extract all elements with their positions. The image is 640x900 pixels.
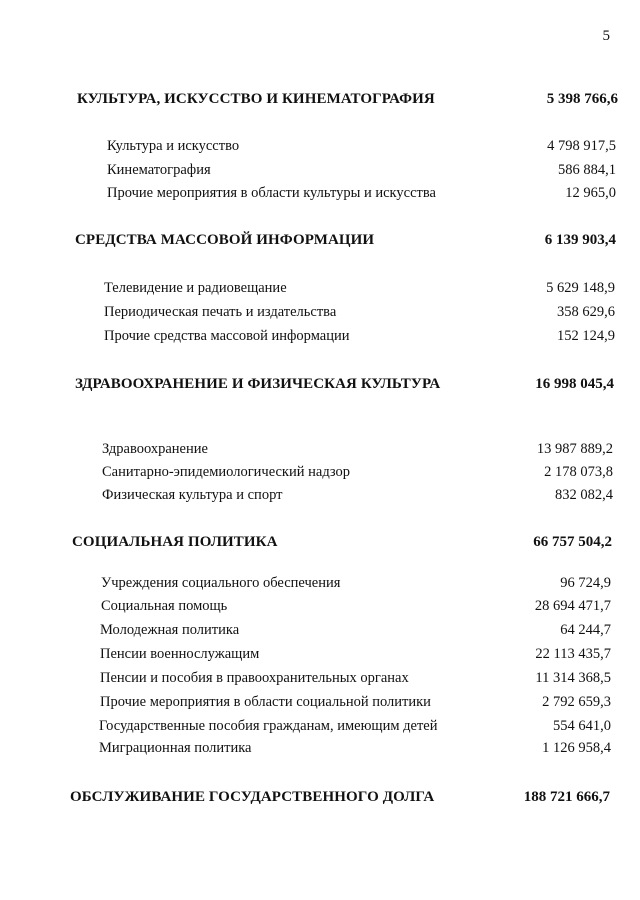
item-value: 832 082,4 — [555, 487, 613, 503]
section-total: 6 139 903,4 — [544, 232, 616, 248]
item-label: Социальная помощь — [101, 598, 228, 614]
item-label: Миграционная политика — [99, 740, 252, 756]
item-value: 2 178 073,8 — [544, 464, 613, 480]
item-value: 64 244,7 — [560, 622, 611, 638]
item-label: Пенсии и пособия в правоохранительных органах — [100, 670, 409, 686]
item-label: Здравоохранение — [102, 441, 208, 457]
item-value: 22 113 435,7 — [535, 646, 611, 662]
section-total: 188 721 666,7 — [523, 789, 610, 805]
item-value: 12 965,0 — [565, 185, 616, 201]
item-value: 1 126 958,4 — [542, 740, 611, 756]
item-value: 5 629 148,9 — [546, 280, 615, 296]
item-value: 11 314 368,5 — [535, 670, 611, 686]
item-label: Физическая культура и спорт — [102, 487, 283, 503]
item-label: Пенсии военнослужащим — [100, 646, 260, 662]
item-value: 96 724,9 — [560, 575, 611, 591]
item-label: Телевидение и радиовещание — [104, 280, 287, 296]
item-value: 13 987 889,2 — [536, 441, 613, 457]
section-title: ЗДРАВООХРАНЕНИЕ И ФИЗИЧЕСКАЯ КУЛЬТУРА — [75, 376, 441, 392]
section-title: СОЦИАЛЬНАЯ ПОЛИТИКА — [72, 534, 278, 550]
section-title: ОБСЛУЖИВАНИЕ ГОСУДАРСТВЕННОГО ДОЛГА — [70, 789, 435, 805]
item-label: Прочие мероприятия в области социальной политики — [100, 694, 431, 710]
item-value: 4 798 917,5 — [547, 138, 616, 154]
item-label: Периодическая печать и издательства — [104, 304, 337, 320]
item-label: Учреждения социального обеспечения — [101, 575, 341, 591]
item-value: 28 694 471,7 — [534, 598, 611, 614]
section-title: СРЕДСТВА МАССОВОЙ ИНФОРМАЦИИ — [75, 232, 375, 248]
item-label: Санитарно-эпидемиологический надзор — [102, 464, 351, 480]
item-value: 586 884,1 — [558, 162, 616, 178]
section-total: 5 398 766,6 — [546, 91, 618, 107]
item-label: Культура и искусство — [107, 138, 240, 154]
item-value: 2 792 659,3 — [542, 694, 611, 710]
section-title: КУЛЬТУРА, ИСКУССТВО И КИНЕМАТОГРАФИЯ — [77, 91, 435, 107]
item-label: Прочие мероприятия в области культуры и искусства — [107, 185, 436, 201]
section-total: 66 757 504,2 — [533, 534, 612, 550]
item-value: 554 641,0 — [553, 718, 611, 734]
item-value: 358 629,6 — [557, 304, 615, 320]
section-total: 16 998 045,4 — [535, 376, 614, 392]
item-label: Молодежная политика — [100, 622, 240, 638]
item-value: 152 124,9 — [557, 328, 615, 344]
item-label: Государственные пособия гражданам, имеющим детей — [99, 718, 438, 734]
page-number: 5 — [602, 28, 610, 44]
item-label: Кинематография — [107, 162, 211, 178]
item-label: Прочие средства массовой информации — [104, 328, 350, 344]
